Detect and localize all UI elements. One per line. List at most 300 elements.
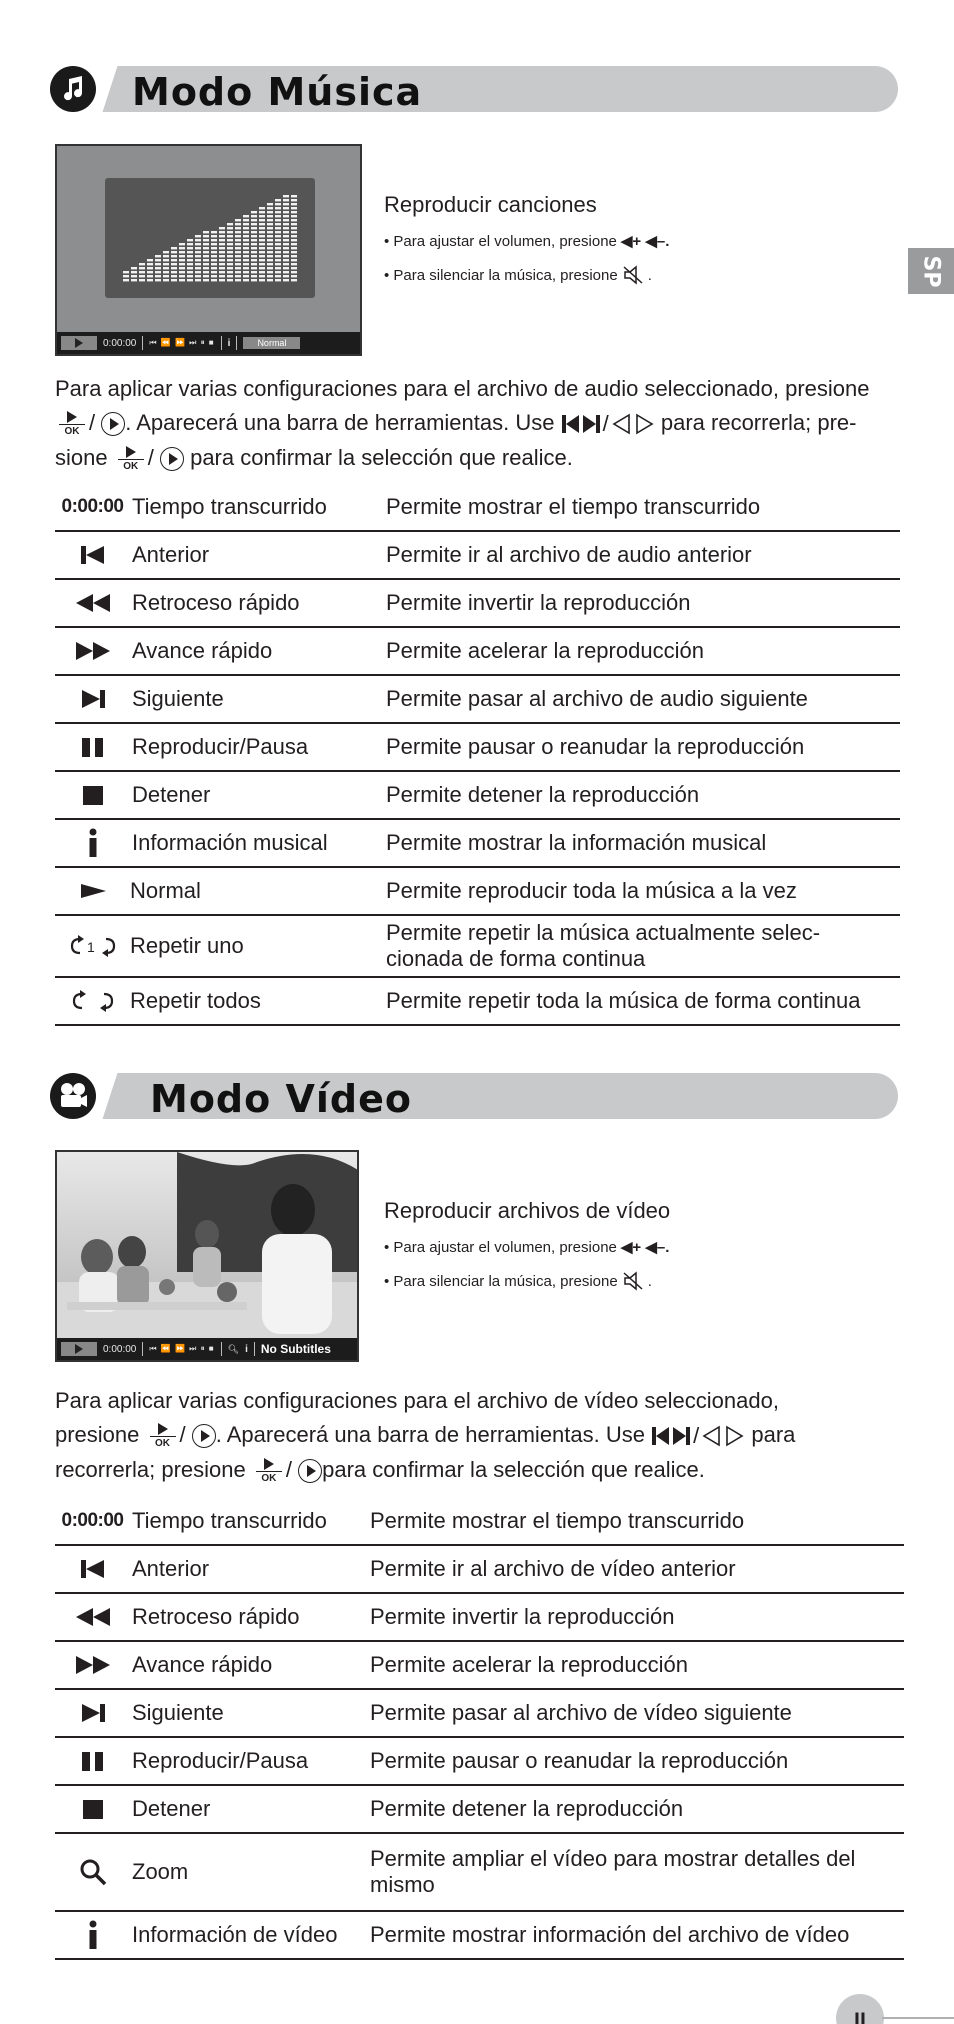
function-description: Permite mostrar información del archivo de vídeo [370,1922,850,1947]
equalizer-segment [131,275,137,277]
video-frame-image [57,1152,359,1342]
equalizer-segment [291,207,297,209]
volume-keys-icon: ◀+ ◀–. [620,233,670,250]
function-description: Permite detener la reproducción [386,782,700,807]
table-row [55,1912,904,1960]
equalizer-segment [259,279,265,281]
equalizer-segment [211,243,217,245]
equalizer-segment [227,231,233,233]
equalizer-segment [211,235,217,237]
equalizer-segment [291,247,297,249]
equalizer-segment [283,235,289,237]
equalizer-segment [283,255,289,257]
equalizer-segment [211,271,217,273]
equalizer-segment [219,267,225,269]
equalizer-segment [275,247,281,249]
equalizer-segment [211,255,217,257]
equalizer-segment [291,275,297,277]
equalizer-segment [291,263,297,265]
equalizer-segment [243,215,249,217]
equalizer-segment [235,227,241,229]
function-description: Permite ampliar el vídeo para mostrar detalles del mismo [370,1846,856,1897]
table-row [55,628,900,676]
equalizer-segment [163,259,169,261]
equalizer-segment [251,235,257,237]
equalizer-segment [275,259,281,261]
equalizer-segment [179,251,185,253]
function-description: Permite repetir la música actualmente selec- cionada de forma continua [386,920,821,971]
next-icon [55,687,130,711]
equalizer-segment [203,231,209,233]
equalizer-segment [243,251,249,253]
equalizer-segment [251,219,257,221]
equalizer-segment [163,251,169,253]
function-name: Repetir uno [130,933,244,958]
function-description: Permite acelerar la reproducción [386,638,704,663]
play-circle-icon [192,1424,216,1448]
equalizer-graphic [105,178,315,298]
table-row [55,916,900,978]
equalizer-segment [267,207,273,209]
equalizer-segment [179,255,185,257]
equalizer-segment [243,247,249,249]
play-icon [55,880,130,902]
equalizer-segment [251,279,257,281]
equalizer-segment [243,267,249,269]
toolbar-separator [221,1342,222,1356]
equalizer-segment [211,279,217,281]
equalizer-segment [139,279,145,281]
toolbar-separator [254,1342,255,1356]
equalizer-segment [187,263,193,265]
equalizer-segment [219,239,225,241]
equalizer-segment [179,247,185,249]
equalizer-segment [179,259,185,261]
mute-instruction-text: • Para silenciar la música, presione [384,266,618,284]
toolbar-time: 0:00:00 [103,1343,137,1355]
equalizer-segment [235,279,241,281]
equalizer-segment [275,203,281,205]
equalizer-segment [219,271,225,273]
function-name: Información musical [132,830,328,855]
equalizer-segment [131,271,137,273]
equalizer-segment [163,255,169,257]
elapsed-time-code [55,1510,130,1532]
music-screen-preview [55,144,362,356]
function-name: Siguiente [132,1700,224,1725]
equalizer-segment [259,227,265,229]
equalizer-segment [203,271,209,273]
equalizer-segment [267,247,273,249]
equalizer-segment [267,223,273,225]
equalizer-segment [267,243,273,245]
equalizer-segment [267,279,273,281]
elapsed-time-code [55,496,130,518]
equalizer-segment [211,263,217,265]
equalizer-segment [291,203,297,205]
equalizer-segment [259,271,265,273]
equalizer-segment [155,263,161,265]
info-icon [55,828,130,858]
equalizer-segment [291,231,297,233]
equalizer-segment [211,275,217,277]
equalizer-segment [283,243,289,245]
toolbar-subtitles: No Subtitles [260,1342,331,1356]
equalizer-segment [291,271,297,273]
video-para-text: . Aparecerá una barra de herramientas. Use [215,1422,645,1447]
equalizer-segment [283,199,289,201]
function-name: Tiempo transcurrido [132,1508,327,1533]
pause-icon [55,735,130,759]
zoom-icon [55,1858,130,1886]
mute-instruction-text: • Para silenciar la música, presione [384,1272,618,1290]
equalizer-segment [139,275,145,277]
equalizer-segment [227,247,233,249]
function-description: Permite detener la reproducción [370,1796,684,1821]
pause-icon [55,1749,130,1773]
equalizer-segment [211,259,217,261]
equalizer-segment [187,251,193,253]
video-para-text: presione [55,1422,140,1447]
table-row [55,724,900,772]
equalizer-segment [291,215,297,217]
equalizer-segment [131,279,137,281]
equalizer-segment [235,251,241,253]
equalizer-segment [259,259,265,261]
function-description: Permite pasar al archivo de audio siguiente [386,686,808,711]
equalizer-segment [219,251,225,253]
equalizer-segment [259,243,265,245]
equalizer-segment [243,259,249,261]
toolbar-play-icon [61,336,97,350]
equalizer-segment [259,215,265,217]
function-description: Permite mostrar el tiempo transcurrido [370,1508,745,1533]
equalizer-segment [267,235,273,237]
equalizer-segment [155,275,161,277]
music-para-text: para confirmar la selección que realice. [190,445,573,471]
previous-icon [55,543,130,567]
function-description: Permite mostrar la información musical [386,830,767,855]
equalizer-segment [235,271,241,273]
equalizer-segment [219,243,225,245]
toolbar-play-icon [61,1342,97,1356]
equalizer-segment [187,279,193,281]
equalizer-segment [155,255,161,257]
equalizer-segment [187,259,193,261]
equalizer-segment [235,219,241,221]
equalizer-segment [147,267,153,269]
equalizer-segment [195,243,201,245]
function-name: Siguiente [132,686,224,711]
equalizer-segment [259,231,265,233]
equalizer-segment [275,211,281,213]
equalizer-segment [195,255,201,257]
equalizer-segment [259,263,265,265]
equalizer-segment [275,231,281,233]
music-section-header [50,64,898,114]
equalizer-segment [283,227,289,229]
equalizer-segment [283,207,289,209]
video-para-text: para confirmar la selección que realice. [322,1457,705,1483]
equalizer-segment [123,275,129,277]
equalizer-segment [275,215,281,217]
equalizer-segment [179,279,185,281]
video-para-text: recorrerla; presione [55,1457,246,1483]
table-row [55,484,900,532]
equalizer-segment [203,263,209,265]
equalizer-segment [243,219,249,221]
equalizer-segment [275,263,281,265]
equalizer-segment [235,255,241,257]
equalizer-segment [267,255,273,257]
equalizer-segment [283,211,289,213]
equalizer-segment [187,243,193,245]
equalizer-segment [219,263,225,265]
equalizer-segment [283,275,289,277]
equalizer-segment [243,235,249,237]
mute-period: . [647,1272,652,1290]
play-circle-icon [298,1459,322,1483]
video-para-text: Para aplicar varias configuraciones para el archivo de vídeo seleccionado, [55,1388,779,1413]
play-circle-icon [160,447,184,471]
equalizer-segment [283,215,289,217]
equalizer-segment [227,227,233,229]
equalizer-segment [267,231,273,233]
video-para-text: para [751,1422,796,1447]
equalizer-segment [227,235,233,237]
equalizer-segment [291,267,297,269]
equalizer-segment [267,263,273,265]
equalizer-segment [267,227,273,229]
equalizer-segment [243,239,249,241]
function-name: Avance rápido [132,638,273,663]
music-volume-instruction [384,224,669,258]
next-icon [55,1701,130,1725]
equalizer-segment [291,227,297,229]
equalizer-segment [275,207,281,209]
equalizer-segment [211,231,217,233]
table-row [55,580,900,628]
video-mute-instruction [384,1264,670,1298]
mute-period: . [647,266,652,284]
function-description: Permite pausar o reanudar la reproducción [386,734,805,759]
function-description: Permite ir al archivo de vídeo anterior [370,1556,736,1581]
mute-icon [622,1270,644,1292]
table-row [55,1690,904,1738]
music-para-text: sione [55,445,108,471]
info-icon [55,1920,130,1950]
equalizer-segment [227,259,233,261]
equalizer-segment [235,223,241,225]
equalizer-segment [227,263,233,265]
equalizer-segment [243,255,249,257]
equalizer-segment [139,271,145,273]
equalizer-segment [227,271,233,273]
video-function-table [55,1498,904,1960]
equalizer-segment [251,239,257,241]
equalizer-segment [171,259,177,261]
equalizer-segment [187,239,193,241]
equalizer-segment [171,255,177,257]
equalizer-segment [195,279,201,281]
equalizer-segment [155,279,161,281]
fast-forward-icon [55,1653,130,1677]
rewind-icon [55,591,130,615]
equalizer-segment [203,255,209,257]
toolbar-mode: Normal [243,337,300,349]
equalizer-segment [147,271,153,273]
video-toolbar [57,1338,357,1360]
equalizer-segment [291,211,297,213]
fast-forward-icon [55,639,130,663]
equalizer-segment [243,227,249,229]
equalizer-segment [179,263,185,265]
function-name: Normal [130,878,201,903]
toolbar-info-icon: i [227,337,231,349]
equalizer-segment [171,267,177,269]
equalizer-segment [259,251,265,253]
ok-button-icon: OK [256,1458,282,1484]
equalizer-segment [251,271,257,273]
equalizer-segment [259,239,265,241]
equalizer-segment [219,227,225,229]
equalizer-segment [171,279,177,281]
equalizer-segment [259,275,265,277]
function-name: Retroceso rápido [132,1604,300,1629]
equalizer-segment [251,251,257,253]
equalizer-segment [267,275,273,277]
equalizer-segment [131,267,137,269]
equalizer-segment [179,275,185,277]
equalizer-segment [171,271,177,273]
music-visualizer-panel [105,178,315,298]
ok-button-icon: OK [118,446,144,472]
equalizer-segment [219,279,225,281]
stop-icon [55,783,130,807]
ok-button-icon: OK [150,1423,176,1449]
equalizer-segment [195,259,201,261]
equalizer-segment [283,267,289,269]
equalizer-segment [259,235,265,237]
equalizer-segment [259,219,265,221]
function-name: Detener [132,1796,211,1821]
equalizer-segment [283,239,289,241]
toolbar-separator [221,336,222,350]
function-name: Retroceso rápido [132,590,300,615]
equalizer-segment [195,263,201,265]
equalizer-segment [283,271,289,273]
equalizer-segment [259,247,265,249]
toolbar-zoom-icon: 🔍︎ [227,1343,240,1354]
video-volume-instruction [384,1230,670,1264]
equalizer-segment [291,243,297,245]
language-tab-label: SP [918,255,944,287]
equalizer-segment [283,223,289,225]
table-row [55,532,900,580]
equalizer-segment [291,259,297,261]
equalizer-segment [195,267,201,269]
equalizer-segment [187,271,193,273]
equalizer-segment [291,255,297,257]
music-para-text: . Aparecerá una barra de herramientas. Use [125,410,555,435]
language-tab [908,248,954,294]
equalizer-segment [259,255,265,257]
equalizer-segment [283,219,289,221]
equalizer-segment [203,259,209,261]
equalizer-segment [267,259,273,261]
equalizer-segment [187,247,193,249]
function-name: Repetir todos [130,988,261,1013]
video-screen-preview [55,1150,359,1362]
equalizer-segment [275,271,281,273]
equalizer-segment [267,251,273,253]
equalizer-segment [235,275,241,277]
equalizer-segment [235,243,241,245]
repeat-all-icon [55,987,130,1015]
equalizer-segment [243,263,249,265]
nav-arrows-icon: / [651,1419,745,1453]
equalizer-segment [123,271,129,273]
equalizer-segment [227,239,233,241]
equalizer-segment [243,223,249,225]
equalizer-segment [275,267,281,269]
page-footer-line [882,2017,954,2019]
page-number: II [836,1994,884,2024]
music-note-icon [50,66,96,112]
equalizer-segment [235,239,241,241]
video-caption-title: Reproducir archivos de vídeo [384,1198,671,1223]
toolbar-transport-icons: ⏮ ⏪ ⏩ ⏭ ⏸ ■ [149,338,215,347]
repeat-one-icon [55,932,130,960]
function-description: Permite repetir toda la música de forma continua [386,988,861,1013]
svg-text:1: 1 [86,939,95,955]
equalizer-segment [155,267,161,269]
equalizer-segment [227,255,233,257]
equalizer-segment [243,243,249,245]
music-function-table [55,484,900,1026]
music-toolbar [57,332,360,354]
equalizer-segment [195,275,201,277]
volume-instruction-text: • Para ajustar el volumen, presione [384,232,617,250]
equalizer-segment [267,239,273,241]
equalizer-segment [203,239,209,241]
video-section-header [50,1071,898,1121]
music-caption [384,192,669,292]
function-description: Permite invertir la reproducción [386,590,691,615]
equalizer-segment [251,255,257,257]
equalizer-segment [275,275,281,277]
play-circle-icon [101,412,125,436]
equalizer-segment [267,203,273,205]
table-row [55,772,900,820]
toolbar-transport-icons: ⏮ ⏪ ⏩ ⏭ ⏸ ■ [149,1344,215,1353]
table-row [55,820,900,868]
equalizer-segment [139,263,145,265]
function-name: Reproducir/Pausa [132,734,309,759]
equalizer-segment [251,243,257,245]
equalizer-segment [179,271,185,273]
equalizer-segment [187,275,193,277]
equalizer-segment [203,267,209,269]
equalizer-segment [203,235,209,237]
equalizer-segment [267,211,273,213]
music-para-text: Para aplicar varias configuraciones para el archivo de audio seleccionado, presione [55,376,870,401]
equalizer-segment [267,267,273,269]
table-row [55,1738,904,1786]
volume-keys-icon: ◀+ ◀–. [620,1239,670,1256]
equalizer-segment [259,211,265,213]
equalizer-segment [211,247,217,249]
